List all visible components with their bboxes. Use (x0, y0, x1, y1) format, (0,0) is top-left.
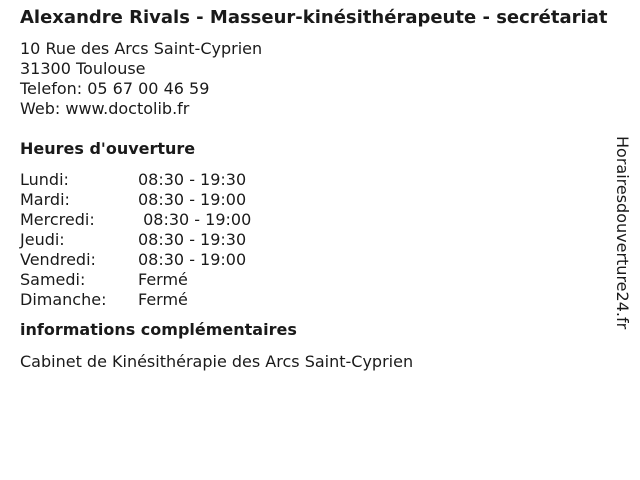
time-range: 08:30 - 19:30 (138, 230, 247, 249)
day-label: Samedi: (20, 270, 86, 289)
additional-info-text: Cabinet de Kinésithérapie des Arcs Saint-Cyprien (20, 352, 414, 371)
day-label: Dimanche: (20, 290, 107, 309)
additional-info-heading: informations complémentaires (20, 320, 297, 339)
day-label: Jeudi: (20, 230, 65, 249)
hours-row-monday (20, 170, 610, 190)
time-range: Fermé (138, 270, 188, 289)
day-label: Mardi: (20, 190, 70, 209)
opening-hours-table (20, 170, 610, 310)
time-range: 08:30 - 19:00 (138, 190, 247, 209)
website: Web: www.doctolib.fr (20, 99, 190, 118)
time-range: 08:30 - 19:30 (138, 170, 247, 189)
day-label: Vendredi: (20, 250, 96, 269)
hours-row-friday (20, 250, 610, 270)
opening-hours-heading: Heures d'ouverture (20, 139, 196, 158)
business-name: Alexandre Rivals - Masseur-kinésithérapeute - secrétariat (20, 7, 608, 28)
hours-row-tuesday (20, 190, 610, 210)
city: 31300 Toulouse (20, 59, 146, 78)
watermark-site-name: Horairesdouverture24.fr (613, 136, 632, 330)
listing-card (20, 8, 610, 372)
hours-row-wednesday (20, 210, 610, 230)
hours-row-sunday (20, 290, 610, 310)
hours-row-thursday (20, 230, 610, 250)
day-label: Mercredi: (20, 210, 95, 229)
hours-row-saturday (20, 270, 610, 290)
day-label: Lundi: (20, 170, 69, 189)
time-range: 08:30 - 19:00 (138, 250, 247, 269)
phone-number: Telefon: 05 67 00 46 59 (20, 79, 210, 98)
time-range: 08:30 - 19:00 (138, 210, 252, 229)
contact-block (20, 39, 610, 119)
time-range: Fermé (138, 290, 188, 309)
street-address: 10 Rue des Arcs Saint-Cyprien (20, 39, 263, 58)
